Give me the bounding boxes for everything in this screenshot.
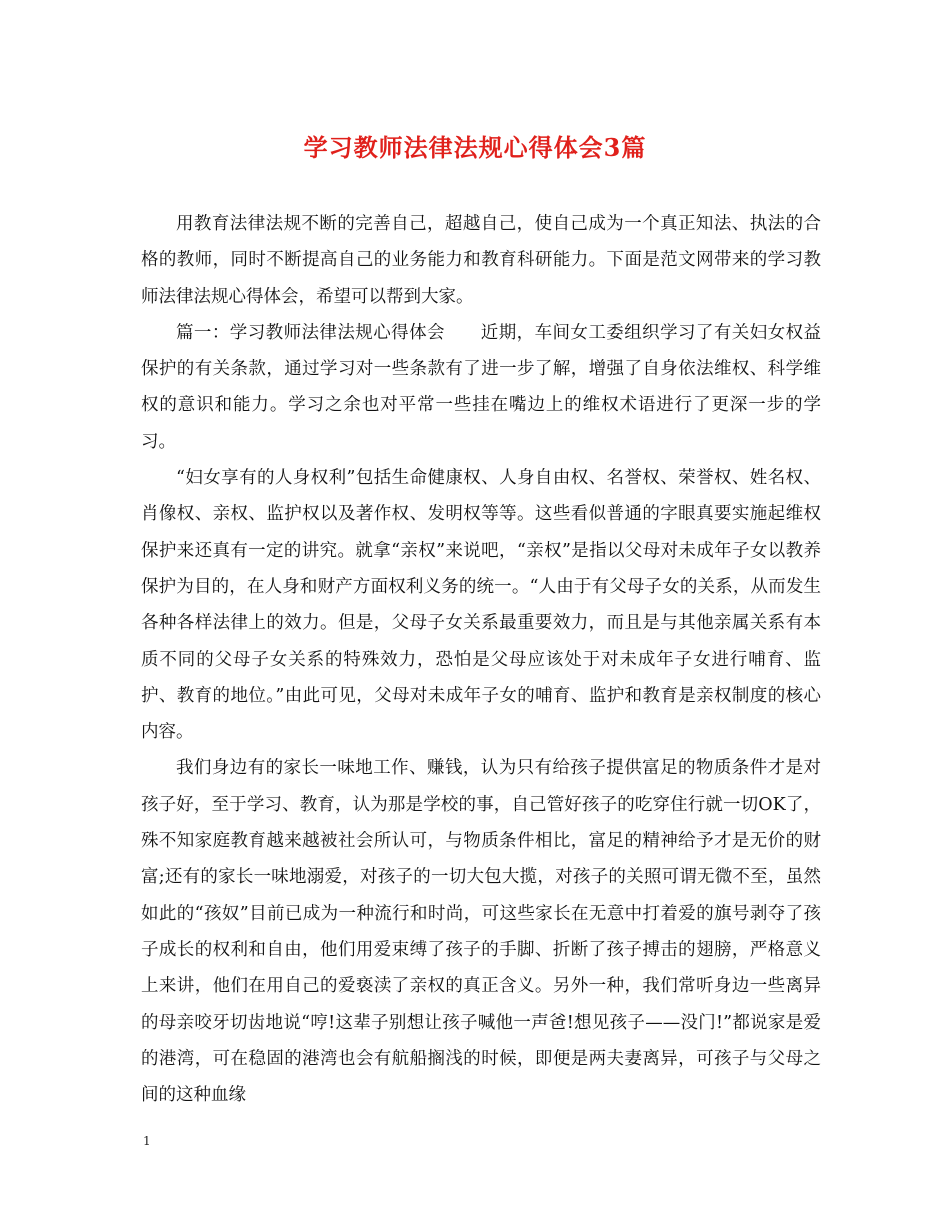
document-title: 学习教师法律法规心得体会3篇 <box>303 133 647 162</box>
paragraph-intro: 用教育法律法规不断的完善自己，超越自己，使自己成为一个真正知法、执法的合格的教师，同时不断提高自己的业务能力和教育科研能力。下面是范文网带来的学习教师法律法规心得体会，希望可以帮到大家。 <box>141 214 821 307</box>
paragraph-personal-rights: “妇女享有的人身权利”包括生命健康权、人身自由权、名誉权、荣誉权、姓名权、肖像权、亲权、监护权以及著作权、发明权等等。这些看似普通的字眼真要实施起维权保护来还真有一定的讲究。就拿“亲权”来说吧，“亲权”是指以父母对未成年子女以教养保护为目的，在人身和财产方面权利义务的统一。“人由于有父母子女的关系，从而发生各种各样法律上的效力。但是，父母子女关系最重要效力，而且是与其他亲属关系有本质不同的父母子女关系的特殊效力，恐怕是父母应该处于对未成年子女进行哺育、监护、教育的地位。”由此可见，父母对未成年子女的哺育、监护和教育是亲权制度的核心内容。 <box>141 468 821 743</box>
document-body <box>141 206 821 1113</box>
paragraph-part-one: 篇一：学习教师法律法规心得体会 近期，车间女工委组织学习了有关妇女权益保护的有关条款，通过学习对一些条款有了进一步了解，增强了自身依法维权、科学维权的意识和能力。学习之余也对平常一些挂在嘴边上的维权术语进行了更深一步的学习。 <box>141 322 821 452</box>
page-number: 1 <box>143 1134 151 1148</box>
paragraph-parents: 我们身边有的家长一味地工作、赚钱，认为只有给孩子提供富足的物质条件才是对孩子好，至于学习、教育，认为那是学校的事，自己管好孩子的吃穿住行就一切OK了，殊不知家庭教育越来越被社会所认可，与物质条件相比，富足的精神给予才是无价的财富;还有的家长一味地溺爱，对孩子的一切大包大揽，对孩子的关照可谓无微不至，虽然如此的“孩奴”目前已成为一种流行和时尚，可这些家长在无意中打着爱的旗号剥夺了孩子成长的权利和自由，他们用爱束缚了孩子的手脚、折断了孩子搏击的翅膀，严格意义上来讲，他们在用自己的爱亵渎了亲权的真正含义。另外一种，我们常听身边一些离异的母亲咬牙切齿地说“哼!这辈子别想让孩子喊他一声爸!想见孩子——没门!”都说家是爱的港湾，可在稳固的港湾也会有航船搁浅的时候，即便是两夫妻离异，可孩子与父母之间的这种血缘 <box>141 758 821 1106</box>
